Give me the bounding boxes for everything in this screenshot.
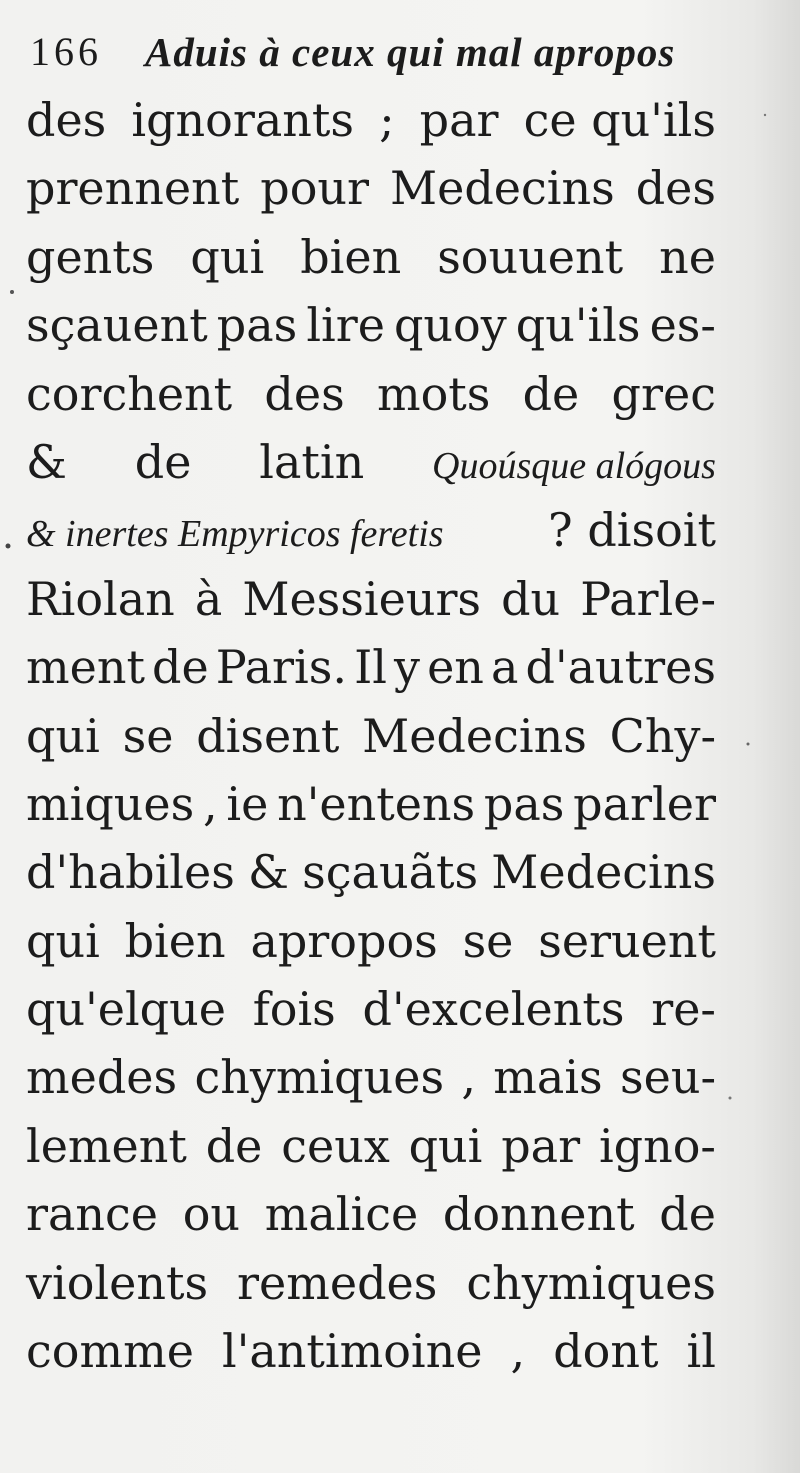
word: des — [26, 93, 107, 147]
word: de — [659, 1187, 716, 1242]
word: se — [462, 913, 514, 968]
text-line — [26, 770, 716, 838]
word: prennent — [26, 161, 240, 216]
word: qui — [408, 1118, 483, 1173]
text-line — [26, 702, 716, 770]
word: n'entens — [277, 776, 476, 831]
text-line — [26, 1043, 716, 1111]
word: sçauent — [26, 298, 208, 353]
word: ceux — [281, 1118, 390, 1173]
word: de — [205, 1118, 263, 1173]
word: il — [686, 1324, 716, 1379]
word: d'excelents — [362, 982, 625, 1037]
word: y — [394, 640, 421, 695]
word: seruent — [538, 913, 716, 968]
word: donnent — [442, 1187, 635, 1242]
word: corchent — [26, 366, 233, 421]
text-line — [26, 838, 716, 906]
word: malice — [264, 1187, 419, 1242]
word: fois — [252, 982, 336, 1037]
word: Medecins — [491, 845, 716, 900]
text-line — [26, 154, 716, 222]
word: a — [491, 640, 519, 695]
word: chymiques — [194, 1050, 445, 1105]
word: souuent — [437, 229, 624, 284]
word: latin — [259, 434, 365, 489]
word: ou — [182, 1187, 241, 1242]
text-line — [26, 565, 716, 633]
word: quoy — [393, 298, 507, 353]
word: qu'elque — [26, 982, 226, 1037]
word: qu'ils — [515, 298, 641, 353]
word: violents — [26, 1255, 209, 1310]
text-line — [26, 496, 716, 564]
page-header — [30, 22, 730, 82]
text-line — [26, 360, 716, 428]
text-line — [26, 86, 716, 154]
word: qui — [190, 229, 265, 284]
text-line — [26, 1249, 716, 1317]
text-line — [26, 633, 716, 701]
page-number: 166 — [30, 29, 102, 74]
latin-quote: Quoúsque alógous — [432, 444, 716, 487]
word: miques — [26, 776, 195, 831]
word: Riolan — [26, 571, 175, 626]
text-line — [26, 975, 716, 1043]
word: pas — [483, 776, 565, 831]
word: qui — [26, 708, 100, 763]
word: de — [152, 640, 209, 695]
word: apropos — [250, 913, 438, 968]
word: Parle- — [580, 571, 716, 626]
word: disent — [196, 708, 340, 763]
word: mais — [493, 1050, 603, 1105]
text-line — [26, 1112, 716, 1180]
word: bien — [124, 913, 226, 968]
word: de — [134, 434, 192, 489]
word: dont — [553, 1324, 659, 1379]
word: seu- — [619, 1050, 716, 1105]
word: comme — [26, 1324, 194, 1379]
word: ignorants — [131, 93, 354, 147]
word: ne — [659, 229, 716, 284]
word: Paris. — [215, 640, 347, 695]
word: gents — [26, 229, 155, 284]
word: parler — [573, 776, 716, 831]
word: Medecins — [390, 161, 615, 216]
word: des — [635, 161, 716, 216]
word: Medecins — [362, 708, 587, 763]
word: pas — [216, 298, 298, 353]
word: rance — [26, 1187, 159, 1242]
latin-quote: & inertes Empyricos feretis — [26, 513, 444, 556]
word: mots — [376, 366, 491, 421]
word: , — [510, 1324, 526, 1379]
word: en — [427, 640, 484, 695]
word: pour — [260, 161, 370, 216]
word: de — [522, 366, 580, 421]
word: Messieurs — [242, 571, 482, 626]
word: ie — [226, 776, 269, 831]
body-text — [26, 86, 716, 1385]
word: par — [419, 93, 499, 147]
word: lement — [26, 1118, 187, 1173]
text-line — [26, 223, 716, 291]
word: par — [501, 1118, 581, 1173]
word: , — [203, 776, 218, 831]
word: Il — [354, 640, 387, 695]
word: d'habiles — [26, 845, 235, 900]
word: se — [122, 708, 174, 763]
word: ce qu'ils — [523, 93, 716, 147]
text-line — [26, 291, 716, 359]
word: medes — [26, 1050, 178, 1105]
text-line — [26, 428, 716, 496]
word: & — [26, 434, 67, 489]
word: des — [264, 366, 345, 421]
word: ment — [26, 640, 145, 695]
running-head: Aduis à ceux qui mal apropos — [145, 29, 676, 75]
word: es- — [649, 298, 716, 353]
text-line — [26, 907, 716, 975]
word: remedes — [237, 1255, 438, 1310]
word: chymiques — [466, 1255, 716, 1310]
word: qui — [26, 913, 100, 968]
word: , — [461, 1050, 476, 1105]
word: Chy- — [609, 708, 716, 763]
word: du — [501, 571, 561, 626]
word: sçauãts — [302, 845, 479, 900]
word: bien — [300, 229, 402, 284]
word: d'autres — [525, 640, 716, 695]
word: ? disoit — [548, 503, 716, 558]
word: l'antimoine — [221, 1324, 483, 1379]
word: grec — [611, 366, 716, 421]
word: & — [248, 845, 289, 900]
word: lire — [306, 298, 385, 353]
text-line — [26, 1180, 716, 1248]
word: à — [194, 571, 223, 626]
word: igno- — [598, 1118, 716, 1173]
word: re- — [651, 982, 716, 1037]
text-line — [26, 1317, 716, 1385]
word: ; — [379, 93, 395, 147]
